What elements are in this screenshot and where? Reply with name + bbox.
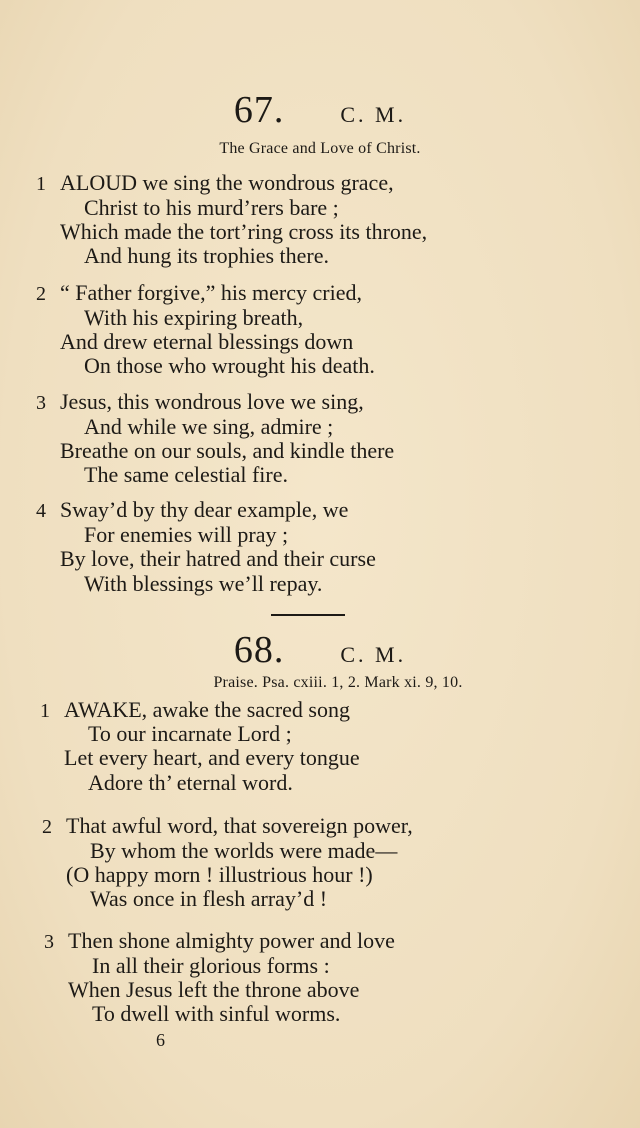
verse-line: In all their glorious forms : [92,953,330,978]
verse-line: Christ to his murd’rers bare ; [84,195,339,220]
verse-line: To dwell with sinful worms. [92,1001,341,1026]
verse-line: To our incarnate Lord ; [88,721,292,746]
verse-line: Breathe on our souls, and kindle there [60,438,395,463]
hymn-meter: C. M. [340,642,407,667]
verse-line: Was once in flesh array’d ! [90,886,328,911]
verse-line: Adore th’ eternal word. [88,770,293,795]
section-divider [271,614,345,616]
verse-line: That awful word, that sovereign power, [66,813,413,838]
verse-line: By love, their hatred and their curse [60,546,376,571]
verse-number: 3 [44,931,54,953]
hymn-title: Praise. Psa. cxiii. 1, 2. Mark xi. 9, 10. [213,674,463,691]
verse-line: Sway’d by thy dear example, we [60,497,349,522]
hymn-number: 67. [233,89,285,131]
verse-line: And while we sing, admire ; [84,414,334,439]
verse-line: And drew eternal blessings down [60,329,354,354]
verse-line: The same celestial fire. [84,462,289,487]
hymn-meter: C. M. [340,102,407,127]
verse-line: ALOUD we sing the wondrous grace, [60,170,394,195]
verse-line: On those who wrought his death. [84,353,375,378]
verse-line: “ Father forgive,” his mercy cried, [60,280,362,305]
verse-number: 1 [40,700,50,722]
hymn-number: 68. [233,629,285,671]
verse-line: Which made the tort’ring cross its throne, [60,219,428,244]
hymn-68-header [0,628,640,672]
verse-line: For enemies will pray ; [84,522,289,547]
verse-number: 1 [36,173,46,195]
verse-line: And hung its trophies there. [84,243,330,268]
page-number: 6 [156,1030,165,1050]
verse-line: (O happy morn ! illustrious hour !) [66,862,373,887]
verse-number: 2 [36,283,46,305]
verse-line: With blessings we’ll repay. [84,571,323,596]
verse-number: 2 [42,816,52,838]
verse-line: With his expiring breath, [84,305,304,330]
hymn-67-header [0,88,640,132]
verse-line: AWAKE, awake the sacred song [64,697,350,722]
verse-line: Let every heart, and every tongue [64,745,360,770]
verse-line: Then shone almighty power and love [68,928,395,953]
verse-line: When Jesus left the throne above [68,977,360,1002]
verse-line: By whom the worlds were made— [90,838,398,863]
hymn-title: The Grace and Love of Christ. [219,140,421,157]
verse-line: Jesus, this wondrous love we sing, [60,389,364,414]
verse-number: 3 [36,392,46,414]
verse-number: 4 [36,500,46,522]
